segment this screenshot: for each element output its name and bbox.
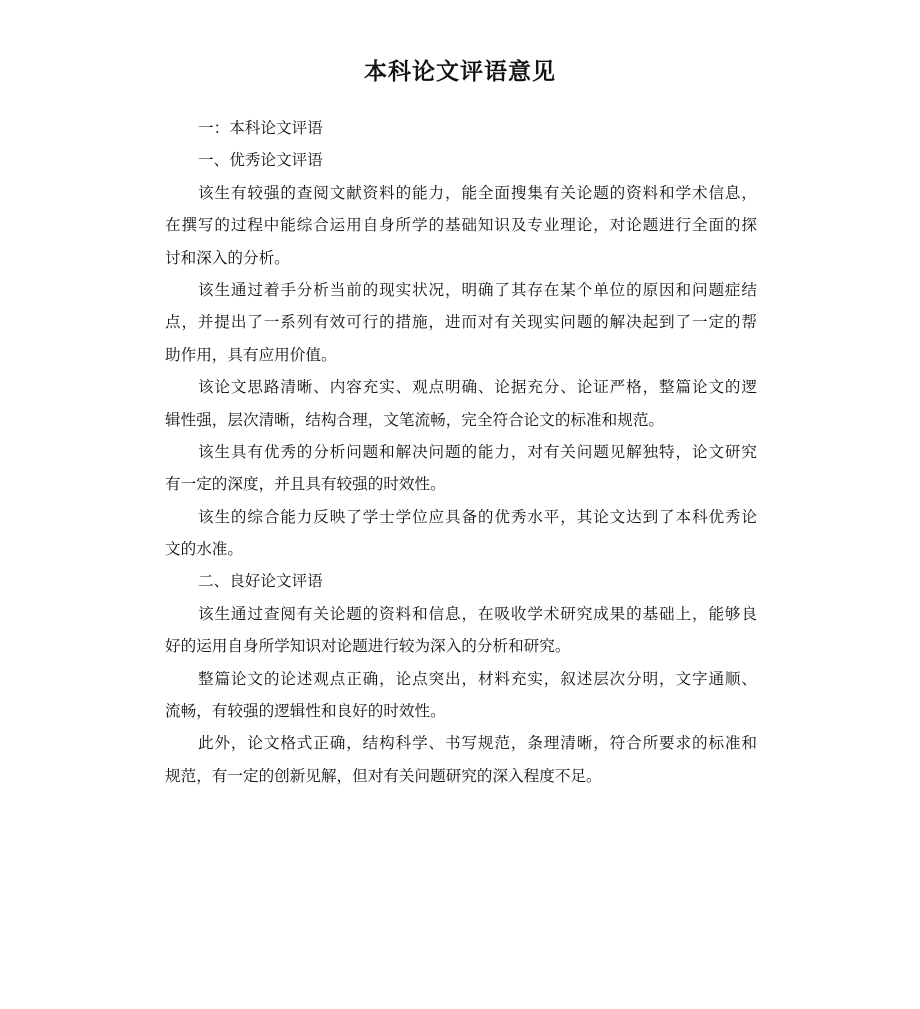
paragraph-line: 该生有较强的查阅文献资料的能力，能全面搜集有关论题的资料和学术信息，	[198, 183, 757, 202]
paragraph-line: 规范，有一定的创新见解，但对有关问题研究的深入程度不足。	[165, 766, 602, 785]
paragraph-line: 流畅，有较强的逻辑性和良好的时效性。	[165, 702, 446, 721]
paragraph	[165, 727, 757, 792]
document-title: 本科论文评语意见	[364, 59, 556, 85]
paragraph-line: 二、良好论文评语	[198, 572, 323, 591]
document-body	[165, 112, 757, 792]
paragraph	[165, 436, 757, 501]
paragraph-line: 点，并提出了一系列有效可行的措施，进而对有关现实问题的解决起到了一定的帮	[165, 313, 757, 332]
paragraph-line: 一、优秀论文评语	[198, 151, 323, 170]
paragraph-line: 此外，论文格式正确，结构科学、书写规范，条理清晰，符合所要求的标准和	[198, 734, 757, 753]
paragraph-line: 该生的综合能力反映了学士学位应具备的优秀水平，其论文达到了本科优秀论	[198, 507, 757, 526]
paragraph-line: 该生具有优秀的分析问题和解决问题的能力，对有关问题见解独特，论文研究	[198, 442, 757, 461]
paragraph-line: 整篇论文的论述观点正确，论点突出，材料充实，叙述层次分明，文字通顺、	[198, 669, 757, 688]
paragraph	[165, 112, 757, 144]
paragraph	[165, 144, 757, 176]
paragraph-line: 文的水准。	[165, 540, 243, 559]
paragraph-line: 好的运用自身所学知识对论题进行较为深入的分析和研究。	[165, 637, 571, 656]
paragraph	[165, 565, 757, 597]
paragraph	[165, 663, 757, 728]
paragraph-line: 一：本科论文评语	[198, 119, 323, 137]
paragraph	[165, 598, 757, 663]
paragraph-line: 辑性强，层次清晰，结构合理，文笔流畅，完全符合论文的标准和规范。	[165, 410, 665, 429]
paragraph-line: 该论文思路清晰、内容充实、观点明确、论据充分、论证严格，整篇论文的逻	[198, 378, 757, 397]
paragraph-line: 助作用，具有应用价值。	[165, 345, 337, 364]
paragraph	[165, 371, 757, 436]
paragraph	[165, 177, 757, 274]
paragraph-line: 该生通过查阅有关论题的资料和信息，在吸收学术研究成果的基础上，能够良	[198, 604, 757, 623]
paragraph	[165, 501, 757, 566]
paragraph-line: 在撰写的过程中能综合运用自身所学的基础知识及专业理论，对论题进行全面的探	[165, 216, 757, 235]
paragraph-line: 有一定的深度，并且具有较强的时效性。	[165, 475, 446, 494]
paragraph-line: 讨和深入的分析。	[165, 248, 290, 267]
paragraph-line: 该生通过着手分析当前的现实状况，明确了其存在某个单位的原因和问题症结	[198, 280, 757, 299]
paragraph	[165, 274, 757, 371]
